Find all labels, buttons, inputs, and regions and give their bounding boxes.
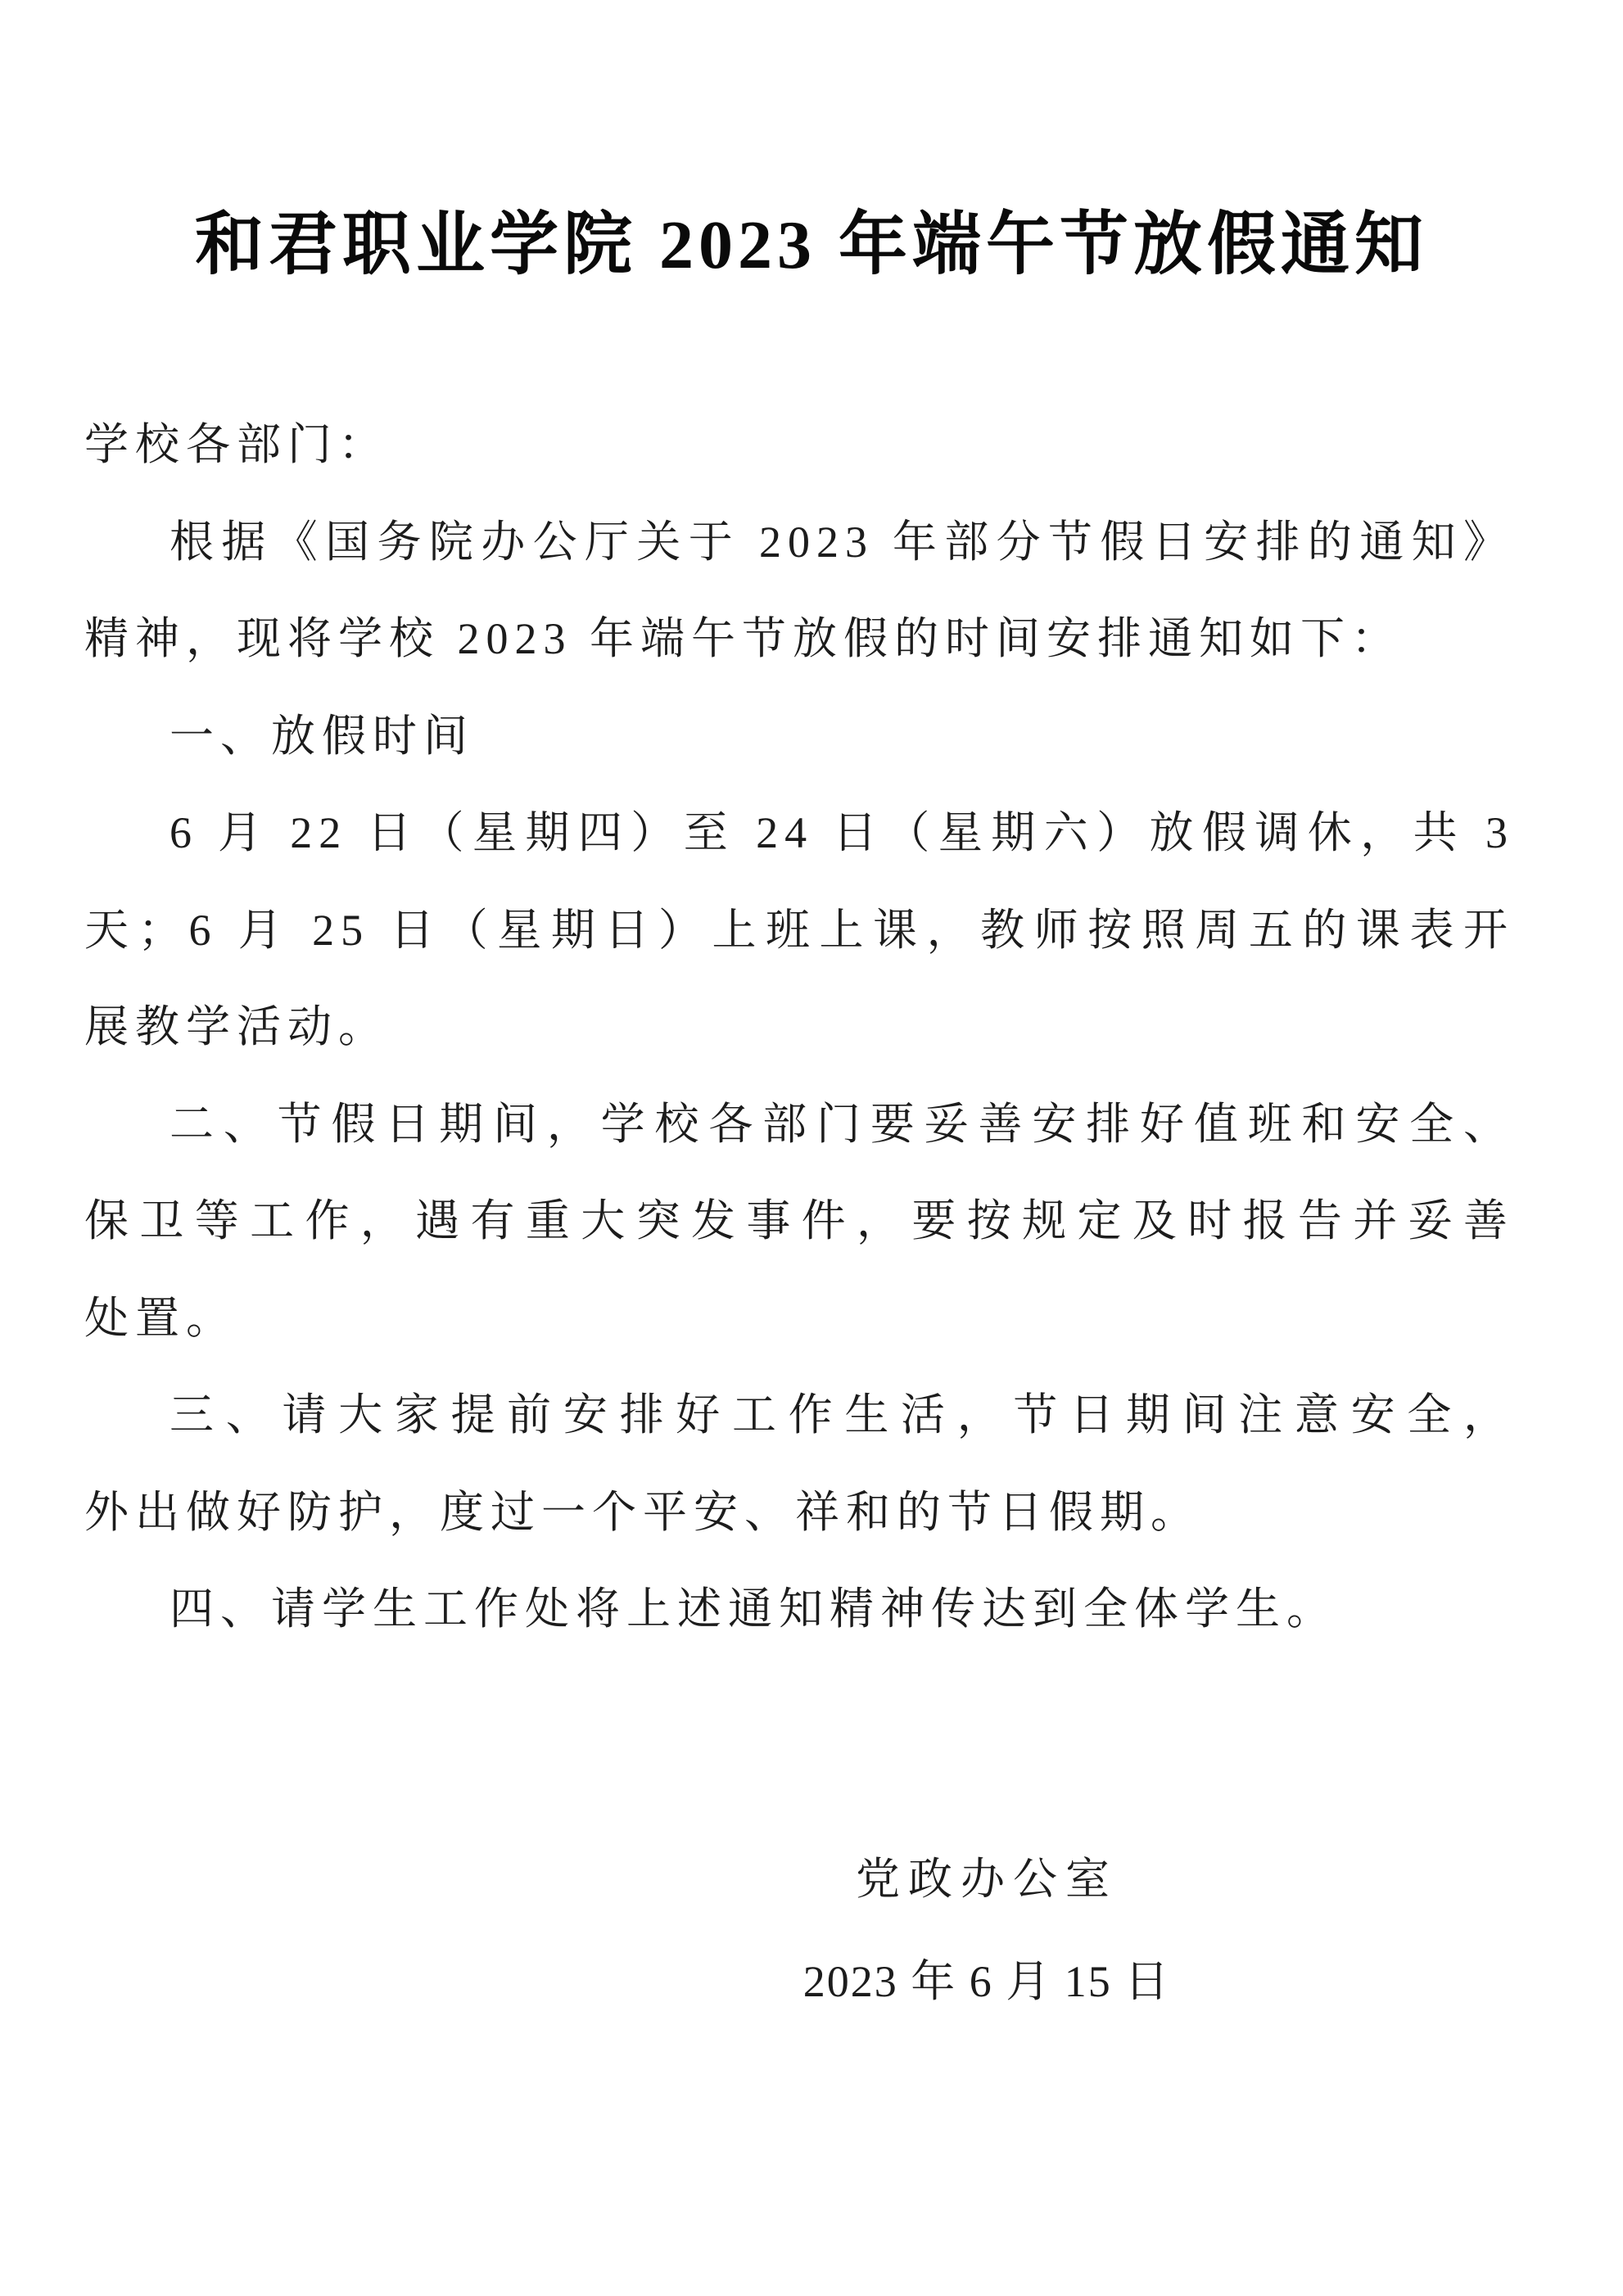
notice-body [84,396,1514,1658]
signature-block [0,1828,1623,2033]
notice-line: 展教学活动。 [84,1002,389,1051]
section-heading-holiday-time: 一、放假时间 [170,711,474,761]
notice-line: 处置。 [84,1293,237,1343]
notice-line: 精神，现将学校 2023 年端午节放假的时间安排通知如下： [84,614,1402,663]
notice-line: 6 月 22 日（星期四）至 24 日（星期六）放假调休，共 3 [170,808,1514,857]
notice-line: 四、请学生工作处将上述通知精神传达到全体学生。 [170,1584,1337,1634]
notice-line: 二、节假日期间，学校各部门要妥善安排好值班和安全、 [170,1099,1514,1149]
salutation-line: 学校各部门： [84,420,389,469]
notice-title: 和君职业学院 2023 年端午节放假通知 [194,207,1428,283]
signature-department: 党政办公室 [856,1854,1118,1904]
notice-line: 外出做好防护，度过一个平安、祥和的节日假期。 [84,1487,1201,1537]
signature-date: 2023 年 6 月 15 日 [802,1956,1171,2006]
notice-line: 根据《国务院办公厅关于 2023 年部分节假日安排的通知》 [170,517,1514,567]
notice-line: 保卫等工作，遇有重大突发事件，要按规定及时报告并妥善 [84,1196,1514,1245]
notice-line: 天；6 月 25 日（星期日）上班上课，教师按照周五的课表开 [84,905,1514,955]
notice-line: 三、请大家提前安排好工作生活，节日期间注意安全， [170,1390,1514,1440]
